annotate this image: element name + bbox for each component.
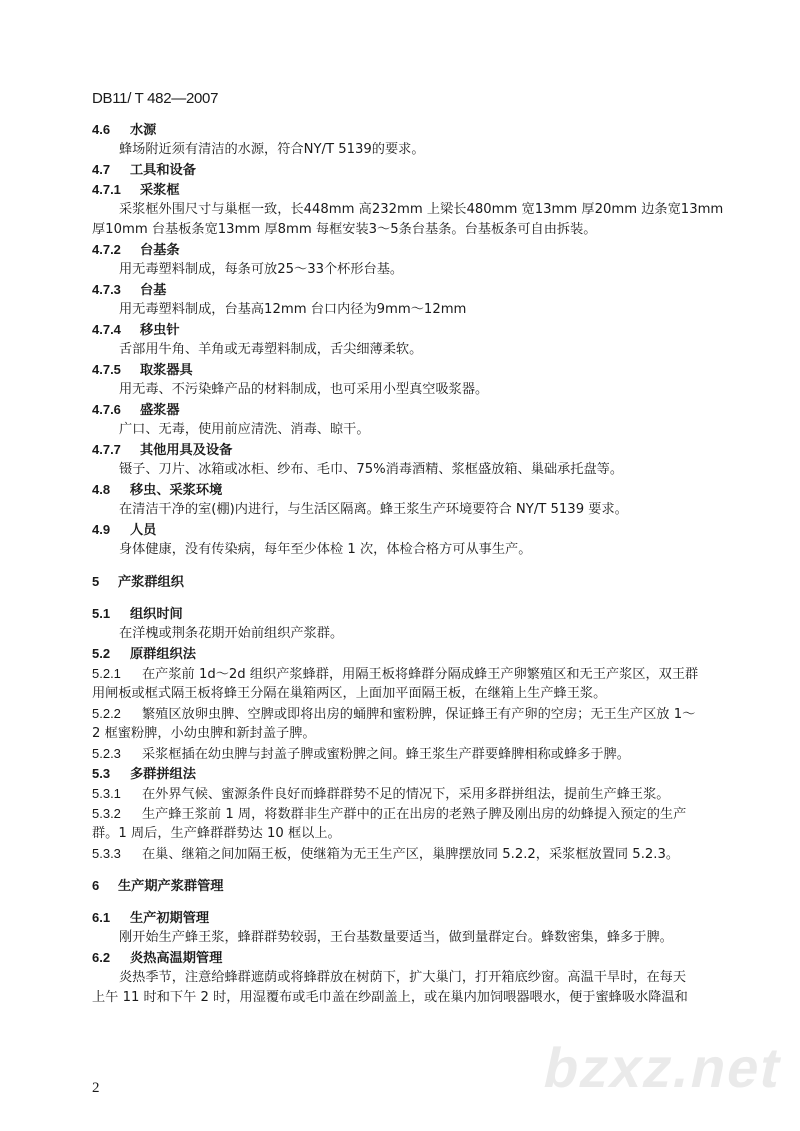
section-heading — [92, 240, 712, 260]
section-number: 4.7.1 — [92, 182, 121, 197]
paragraph-text: 在外界气候、蜜源条件良好而蜂群群势不足的情况下，采用多群拼组法，提前生产蜂王浆。 — [142, 787, 670, 802]
section-number: 4.7 — [92, 162, 111, 177]
clause-number: 5.3.1 — [92, 786, 121, 801]
section-heading — [92, 400, 712, 420]
section-heading — [92, 180, 712, 200]
section-title: 工具和设备 — [130, 163, 196, 178]
section-number: 5.2 — [92, 646, 111, 661]
section-title: 炎热高温期管理 — [130, 951, 223, 966]
section-title: 盛浆器 — [140, 403, 180, 418]
section-heading — [92, 440, 712, 460]
numbered-paragraph — [92, 744, 712, 764]
section-number: 4.7.5 — [92, 362, 121, 377]
section-heading — [92, 120, 712, 140]
numbered-paragraph — [92, 784, 712, 804]
section-heading — [92, 320, 712, 340]
section-heading — [92, 908, 712, 928]
section-title: 移虫针 — [140, 323, 180, 338]
section-heading — [92, 604, 712, 624]
spacer — [92, 864, 712, 876]
paragraph: 蜂场附近须有清洁的水源，符合NY/T 5139的要求。 — [119, 142, 425, 157]
standard-code: DB11/ T 482—2007 — [92, 90, 219, 107]
section-number: 4.7.7 — [92, 442, 121, 457]
section-title: 台基 — [140, 283, 167, 298]
section-title: 台基条 — [140, 243, 180, 258]
section-title: 采浆框 — [140, 183, 180, 198]
paragraph-continuation: 厚10mm 台基板条宽13mm 厚8mm 每框安装3～5条台基条。台基板条可自由拆装。 — [92, 222, 597, 237]
section-title: 取浆器具 — [140, 363, 193, 378]
section-number: 4.6 — [92, 122, 111, 137]
paragraph-continuation: 群。1 周后，生产蜂群群势达 10 框以上。 — [92, 826, 341, 841]
section-number: 6.1 — [92, 910, 111, 925]
paragraph: 炎热季节，注意给蜂群遮荫或将蜂群放在树荫下，扩大巢门，打开箱底纱窗。高温干旱时，在每天 — [119, 970, 687, 985]
paragraph: 广口、无毒，使用前应清洗、消毒、晾干。 — [119, 422, 370, 437]
clause-number: 5.2.1 — [92, 666, 121, 681]
section-number: 5 — [92, 574, 100, 589]
paragraph: 采浆框外围尺寸与巢框一致，长448mm 高232mm 上梁长480mm 宽13mm 厚20mm 边条宽13mm — [119, 202, 724, 217]
section-heading — [92, 360, 712, 380]
section-title: 水源 — [130, 123, 157, 138]
chapter-heading — [92, 572, 712, 592]
clause-number: 5.3.3 — [92, 846, 121, 861]
section-title: 原群组织法 — [130, 647, 196, 662]
section-title: 产浆群组织 — [118, 575, 184, 590]
section-number: 4.7.4 — [92, 322, 121, 337]
spacer — [92, 560, 712, 572]
clause-number: 5.3.2 — [92, 806, 121, 821]
section-title: 生产期产浆群管理 — [118, 879, 224, 894]
section-heading — [92, 280, 712, 300]
paragraph: 用无毒、不污染蜂产品的材料制成，也可采用小型真空吸浆器。 — [119, 382, 489, 397]
paragraph: 在清洁干净的室(棚)内进行，与生活区隔离。蜂王浆生产环境要符合 NY/T 5139 要求。 — [119, 502, 628, 517]
section-number: 4.7.2 — [92, 242, 121, 257]
section-heading — [92, 644, 712, 664]
spacer — [92, 592, 712, 604]
section-title: 组织时间 — [130, 607, 183, 622]
numbered-paragraph — [92, 804, 712, 824]
section-title: 移虫、采浆环境 — [130, 483, 223, 498]
chapter-heading — [92, 876, 712, 896]
paragraph-text: 生产蜂王浆前 1 周，将数群非生产群中的正在出房的老熟子脾及刚出房的幼蜂提入预定的生产 — [142, 807, 687, 822]
section-number: 4.7.3 — [92, 282, 121, 297]
paragraph-text: 在产浆前 1d～2d 组织产浆蜂群，用隔王板将蜂群分隔成蜂王产卵繁殖区和无王产浆区，双王群 — [142, 667, 699, 682]
numbered-paragraph — [92, 664, 712, 684]
numbered-paragraph — [92, 844, 712, 864]
section-title: 生产初期管理 — [130, 911, 210, 926]
clause-number: 5.2.2 — [92, 706, 121, 721]
section-heading — [92, 480, 712, 500]
section-number: 4.8 — [92, 482, 111, 497]
section-heading — [92, 948, 712, 968]
paragraph-text: 在巢、继箱之间加隔王板，使继箱为无王生产区，巢脾摆放同 5.2.2，采浆框放置同 5.2.3。 — [142, 847, 680, 862]
clause-number: 5.2.3 — [92, 746, 121, 761]
section-number: 5.1 — [92, 606, 111, 621]
paragraph: 在洋槐或荆条花期开始前组织产浆群。 — [119, 626, 344, 641]
section-number: 4.7.6 — [92, 402, 121, 417]
spacer — [92, 896, 712, 908]
section-number: 4.9 — [92, 522, 111, 537]
paragraph: 用无毒塑料制成，台基高12mm 台口内径为9mm～12mm — [119, 302, 467, 317]
section-title: 人员 — [130, 523, 157, 538]
numbered-paragraph — [92, 704, 712, 724]
section-heading — [92, 764, 712, 784]
paragraph: 用无毒塑料制成，每条可放25～33个杯形台基。 — [119, 262, 404, 277]
paragraph-continuation: 用闸板或框式隔王板将蜂王分隔在巢箱两区，上面加平面隔王板，在继箱上生产蜂王浆。 — [92, 686, 607, 701]
section-title: 其他用具及设备 — [140, 443, 233, 458]
paragraph-text: 采浆框插在幼虫脾与封盖子脾或蜜粉脾之间。蜂王浆生产群要蜂脾相称或蜂多于脾。 — [142, 747, 630, 762]
page-number: 2 — [92, 1080, 100, 1096]
paragraph-continuation: 上午 11 时和下午 2 时，用湿覆布或毛巾盖在纱副盖上，或在巢内加饲喂器喂水，便于蜜蜂吸水降温和 — [92, 990, 688, 1005]
paragraph: 刚开始生产蜂王浆，蜂群群势较弱，王台基数量要适当，做到量群定台。蜂数密集，蜂多于脾。 — [119, 930, 673, 945]
paragraph: 身体健康，没有传染病，每年至少体检 1 次，体检合格方可从事生产。 — [119, 542, 532, 557]
paragraph-text: 繁殖区放卵虫脾、空脾或即将出房的蛹脾和蜜粉脾，保证蜂王有产卵的空房；无王生产区放 1～ — [142, 707, 696, 722]
section-number: 6 — [92, 878, 100, 893]
paragraph-continuation: 2 框蜜粉脾，小幼虫脾和新封盖子脾。 — [92, 726, 316, 741]
section-number: 6.2 — [92, 950, 111, 965]
watermark: bzxz.net — [538, 1036, 789, 1099]
section-heading — [92, 520, 712, 540]
section-title: 多群拼组法 — [130, 767, 196, 782]
document-body — [92, 120, 724, 1008]
paragraph: 舌部用牛角、羊角或无毒塑料制成，舌尖细薄柔软。 — [119, 342, 423, 357]
paragraph: 镊子、刀片、冰箱或冰柜、纱布、毛巾、75%消毒酒精、浆框盛放箱、巢础承托盘等。 — [119, 462, 624, 477]
section-number: 5.3 — [92, 766, 111, 781]
section-heading — [92, 160, 712, 180]
